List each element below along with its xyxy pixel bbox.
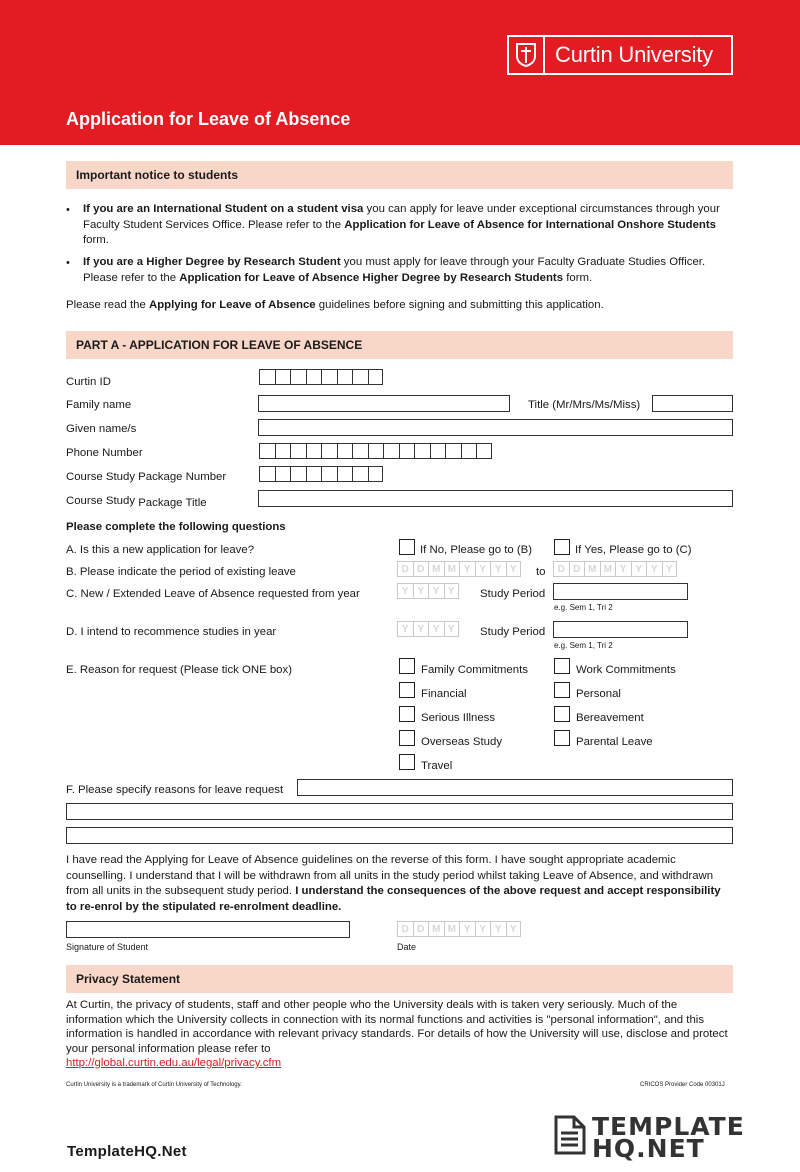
curtin-id-label: Curtin ID [66, 376, 111, 388]
digit-cell[interactable] [337, 369, 353, 385]
digit-cell[interactable] [337, 443, 353, 459]
reason-line-2[interactable] [66, 803, 733, 820]
mask-cell[interactable]: Y [506, 921, 522, 937]
mask-cell[interactable]: M [444, 921, 460, 937]
course-title-label: Course Study Package Title [66, 495, 207, 509]
watermark-logo [552, 1113, 745, 1162]
mask-cell[interactable]: Y [631, 561, 647, 577]
reason-line-1[interactable] [297, 779, 733, 796]
reason-label: Bereavement [576, 712, 644, 724]
mask-cell[interactable]: Y [444, 621, 460, 637]
digit-cell[interactable] [352, 443, 368, 459]
question-c-study-label: Study Period [480, 588, 546, 600]
digit-cell[interactable] [430, 443, 446, 459]
title-field[interactable] [652, 395, 733, 412]
digit-cell[interactable] [445, 443, 461, 459]
family-name-field[interactable] [258, 395, 510, 412]
digit-cell[interactable] [259, 443, 275, 459]
bullet-marker: • [66, 257, 70, 269]
mask-cell[interactable]: D [397, 561, 413, 577]
mask-cell[interactable]: Y [490, 561, 506, 577]
mask-cell[interactable]: Y [615, 561, 631, 577]
reason-checkbox[interactable] [554, 730, 570, 746]
digit-cell[interactable] [321, 443, 337, 459]
reason-checkbox[interactable] [399, 706, 415, 722]
mask-cell[interactable]: Y [397, 583, 413, 599]
digit-cell[interactable] [290, 466, 306, 482]
question-c-label: C. New / Extended Leave of Absence requested from year [66, 588, 360, 600]
signature-field[interactable] [66, 921, 350, 938]
watermark-logo-line1: TEMPLATE [592, 1111, 745, 1141]
mask-cell[interactable]: Y [506, 561, 522, 577]
watermark-text: TemplateHQ.Net [67, 1143, 187, 1160]
digit-cell[interactable] [414, 443, 430, 459]
question-a-yes-label: If Yes, Please go to (C) [575, 544, 692, 556]
digit-cell[interactable] [399, 443, 415, 459]
form-title: Application for Leave of Absence [66, 109, 351, 129]
document-icon [552, 1113, 588, 1162]
curtin-id-input[interactable] [259, 369, 383, 385]
reason-label: Personal [576, 688, 621, 700]
question-b-label: B. Please indicate the period of existing leave [66, 566, 296, 578]
question-a-no-label: If No, Please go to (B) [420, 544, 533, 556]
digit-cell[interactable] [476, 443, 492, 459]
mask-cell[interactable]: Y [662, 561, 678, 577]
phone-input[interactable] [259, 443, 492, 459]
mask-cell[interactable]: Y [428, 621, 444, 637]
reason-label: Family Commitments [421, 664, 528, 676]
course-title-field[interactable] [258, 490, 733, 507]
mask-cell[interactable]: Y [646, 561, 662, 577]
reason-checkbox[interactable] [399, 754, 415, 770]
mask-cell[interactable]: D [397, 921, 413, 937]
privacy-heading: Privacy Statement [66, 965, 733, 993]
question-a-label: A. Is this a new application for leave? [66, 544, 255, 556]
question-d-study-label: Study Period [480, 626, 546, 638]
date-label: Date [397, 942, 417, 952]
mask-cell[interactable]: Y [413, 583, 429, 599]
digit-cell[interactable] [368, 369, 384, 385]
notice-bullet-1: If you are an International Student on a student visa you can apply for leave under exceptional circumstances through your Faculty Student Services Office. Please refer to the Application for Leave of Absence for International Onshore Students form. [83, 203, 720, 246]
course-number-label: Course Study Package Number [66, 471, 227, 483]
signature-label: Signature of Student [66, 942, 149, 952]
question-c-year-input[interactable] [397, 583, 459, 599]
mask-cell[interactable]: Y [428, 583, 444, 599]
reason-checkbox[interactable] [554, 706, 570, 722]
family-name-label: Family name [66, 399, 132, 411]
digit-cell[interactable] [321, 369, 337, 385]
digit-cell[interactable] [290, 443, 306, 459]
mask-cell[interactable]: Y [459, 561, 475, 577]
mask-cell[interactable]: M [428, 561, 444, 577]
part-a-heading: PART A - APPLICATION FOR LEAVE OF ABSENCE [66, 331, 733, 359]
question-d-study-field[interactable] [553, 621, 688, 638]
leave-end-date-input[interactable] [553, 561, 677, 577]
reason-checkbox[interactable] [554, 682, 570, 698]
digit-cell[interactable] [306, 443, 322, 459]
reason-checkbox[interactable] [399, 730, 415, 746]
digit-cell[interactable] [259, 369, 275, 385]
given-name-field[interactable] [258, 419, 733, 436]
curtin-logo [507, 35, 733, 75]
question-a-no-checkbox[interactable] [399, 539, 415, 555]
reason-checkbox[interactable] [554, 658, 570, 674]
question-f-label: F. Please specify reasons for leave request [66, 784, 284, 796]
mask-cell[interactable]: D [413, 921, 429, 937]
trademark-note: Curtin University is a trademark of Curtin University of Technology. [66, 1082, 242, 1088]
mask-cell[interactable]: Y [397, 621, 413, 637]
mask-cell[interactable]: Y [490, 921, 506, 937]
reason-checkbox[interactable] [399, 682, 415, 698]
digit-cell[interactable] [259, 466, 275, 482]
bullet-marker: • [66, 204, 70, 216]
mask-cell[interactable]: D [569, 561, 585, 577]
digit-cell[interactable] [306, 466, 322, 482]
phone-label: Phone Number [66, 447, 143, 459]
question-c-study-field[interactable] [553, 583, 688, 600]
declaration-text: I have read the Applying for Leave of Absence guidelines on the reverse of this form. I have sought appropriate academic counselling. I understand that I will be withdrawn from all units in the study period whilst taking Leave of Absence, and withdrawn from all units in the subsequent study period. I understand the consequences of the above request and accept responsibility to re-enrol by the stipulated re-enrolment deadline. [66, 854, 721, 913]
reason-label: Work Commitments [576, 664, 676, 676]
course-number-input[interactable] [259, 466, 383, 482]
watermark-logo-line2: HQ.NET [592, 1133, 705, 1163]
reason-label: Serious Illness [421, 712, 496, 724]
digit-cell[interactable] [352, 466, 368, 482]
reason-label: Travel [421, 760, 453, 772]
digit-cell[interactable] [368, 466, 384, 482]
mask-cell[interactable]: D [413, 561, 429, 577]
digit-cell[interactable] [321, 466, 337, 482]
notice-heading: Important notice to students [66, 161, 733, 189]
digit-cell[interactable] [275, 369, 291, 385]
reason-checkbox[interactable] [399, 658, 415, 674]
question-b-to: to [536, 566, 546, 578]
question-d-label: D. I intend to recommence studies in year [66, 626, 277, 638]
digit-cell[interactable] [306, 369, 322, 385]
mask-cell[interactable]: D [553, 561, 569, 577]
digit-cell[interactable] [461, 443, 477, 459]
mask-cell[interactable]: Y [444, 583, 460, 599]
mask-cell[interactable]: Y [459, 921, 475, 937]
reason-label: Overseas Study [421, 736, 503, 748]
leave-start-date-input[interactable] [397, 561, 521, 577]
mask-cell[interactable]: M [600, 561, 616, 577]
mask-cell[interactable]: M [444, 561, 460, 577]
mask-cell[interactable]: Y [413, 621, 429, 637]
question-d-example: e.g. Sem 1, Tri 2 [554, 641, 613, 650]
digit-cell[interactable] [337, 466, 353, 482]
question-e-label: E. Reason for request (Please tick ONE box) [66, 664, 293, 676]
title-label: Title (Mr/Mrs/Ms/Miss) [528, 399, 641, 411]
digit-cell[interactable] [352, 369, 368, 385]
digit-cell[interactable] [383, 443, 399, 459]
notice-bullet-2: If you are a Higher Degree by Research Student you must apply for leave through your Faculty Graduate Studies Officer. Please refer to the Application for Leave of Absence Higher Degree by Research Students form. [83, 256, 706, 284]
question-a-yes-checkbox[interactable] [554, 539, 570, 555]
reason-line-3[interactable] [66, 827, 733, 844]
mask-cell[interactable]: M [584, 561, 600, 577]
reason-label: Financial [421, 688, 467, 700]
reason-label: Parental Leave [576, 736, 653, 748]
questions-heading: Please complete the following questions [66, 521, 286, 533]
privacy-text: At Curtin, the privacy of students, staff and other people who the University deals with is taken very seriously. Much of the information which the University collects in connection with its normal functions and activities is "personal information", and this information is handled in accordance with relevant privacy standards. For details of how the University will use, disclose and protect your personal information please refer to http://global.curtin.edu.au/legal/privacy.cfm [66, 999, 728, 1069]
signature-date-input[interactable] [397, 921, 521, 937]
cricos-code: CRICOS Provider Code 00301J [640, 1082, 725, 1088]
crest-icon [509, 37, 545, 73]
university-name: Curtin University [555, 42, 713, 67]
digit-cell[interactable] [290, 369, 306, 385]
mask-cell[interactable]: M [428, 921, 444, 937]
digit-cell[interactable] [275, 443, 291, 459]
digit-cell[interactable] [275, 466, 291, 482]
given-name-label: Given name/s [66, 423, 137, 435]
question-c-example: e.g. Sem 1, Tri 2 [554, 603, 613, 612]
mask-cell[interactable]: Y [475, 561, 491, 577]
mask-cell[interactable]: Y [475, 921, 491, 937]
privacy-link[interactable]: http://global.curtin.edu.au/legal/privacy.cfm [66, 1057, 282, 1069]
question-d-year-input[interactable] [397, 621, 459, 637]
notice-read: Please read the Applying for Leave of Absence guidelines before signing and submitting this application. [66, 299, 604, 311]
digit-cell[interactable] [368, 443, 384, 459]
